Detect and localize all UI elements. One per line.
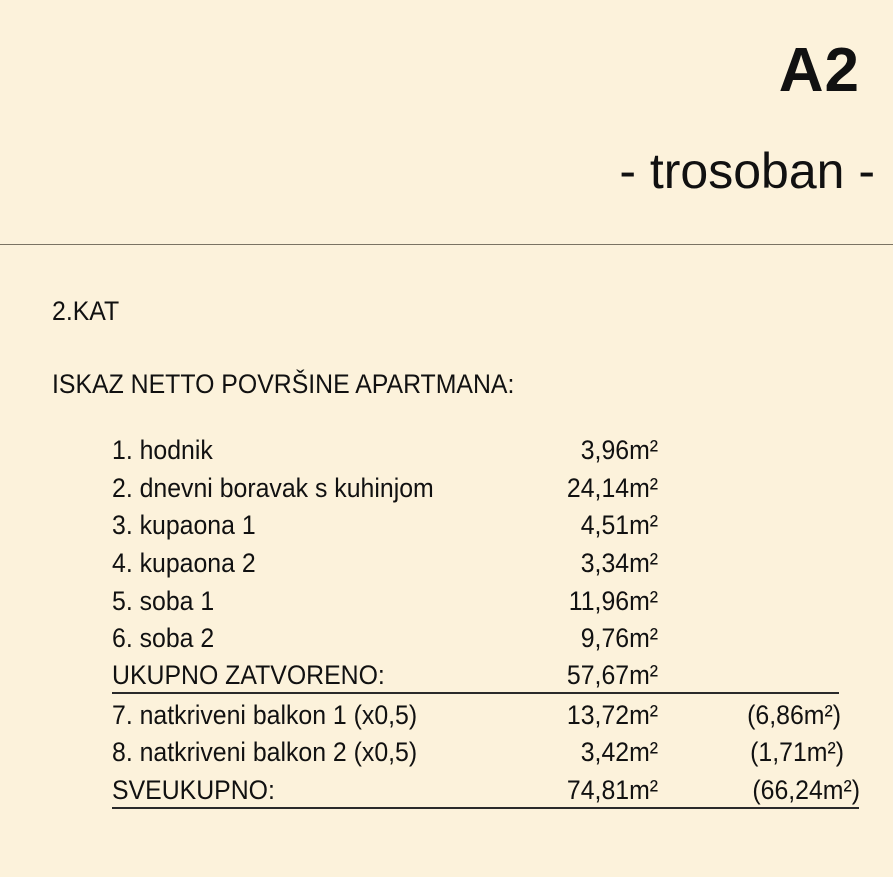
row-area: 3,96m² xyxy=(580,435,658,465)
row-label: 6. soba 2 xyxy=(112,623,215,653)
row-area: 4,51m² xyxy=(580,510,658,540)
row-label: 2. dnevni boravak s kuhinjom xyxy=(112,473,434,503)
area-table-heading: ISKAZ NETTO POVRŠINE APARTMANA: xyxy=(52,369,515,399)
row-area: 24,14m² xyxy=(566,473,658,503)
unit-type: - trosoban - xyxy=(619,143,875,199)
table-row xyxy=(0,470,893,506)
table-row xyxy=(0,772,893,808)
row-area: 11,96m² xyxy=(568,586,658,616)
row-label: SVEUKUPNO: xyxy=(112,775,275,805)
row-area: 13,72m² xyxy=(566,700,658,730)
row-label: 4. kupaona 2 xyxy=(112,548,256,578)
table-row xyxy=(0,657,893,693)
table-row xyxy=(0,583,893,619)
table-row xyxy=(0,620,893,656)
row-adjusted-area: (1,71m²) xyxy=(750,737,844,767)
total-rule xyxy=(112,807,859,809)
table-row xyxy=(0,507,893,543)
unit-code: A2 xyxy=(778,36,860,105)
row-area: 9,76m² xyxy=(580,623,658,653)
table-row xyxy=(0,545,893,581)
table-row xyxy=(0,697,893,733)
row-label: UKUPNO ZATVORENO: xyxy=(112,660,385,690)
row-label: 3. kupaona 1 xyxy=(112,510,256,540)
row-area: 3,42m² xyxy=(580,737,658,767)
row-adjusted-area: (6,86m²) xyxy=(747,700,841,730)
subtotal-rule xyxy=(112,692,839,694)
row-adjusted-area: (66,24m²) xyxy=(752,775,860,805)
row-area: 57,67m² xyxy=(566,660,658,690)
floor-label: 2.KAT xyxy=(52,296,120,326)
row-label: 7. natkriveni balkon 1 (x0,5) xyxy=(112,700,418,730)
row-area: 74,81m² xyxy=(566,775,658,805)
row-label: 1. hodnik xyxy=(112,435,213,465)
row-label: 8. natkriveni balkon 2 (x0,5) xyxy=(112,737,418,767)
table-row xyxy=(0,432,893,468)
table-row xyxy=(0,734,893,770)
row-label: 5. soba 1 xyxy=(112,586,215,616)
row-area: 3,34m² xyxy=(580,548,658,578)
